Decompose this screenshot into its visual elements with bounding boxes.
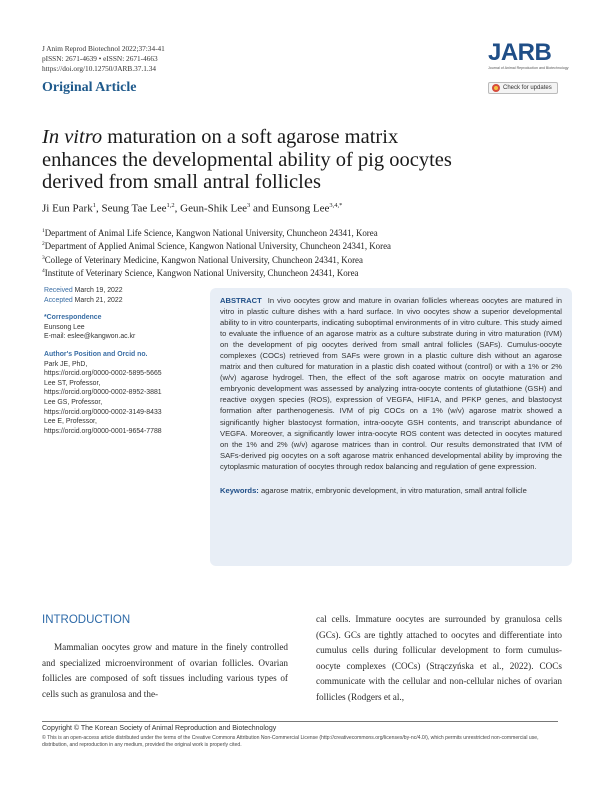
- orcid-line: Park JE, PhD,: [44, 360, 88, 368]
- title-italic: In vitro: [42, 126, 103, 148]
- affiliation-num: 1: [42, 228, 45, 234]
- keywords-text: agarose matrix, embryonic development, in vitro maturation, small antral follicle: [260, 485, 527, 495]
- keywords-paragraph: [220, 485, 562, 496]
- article-sidebar: [44, 286, 199, 436]
- received-date: March 19, 2022: [74, 287, 123, 294]
- footer-license: © This is an open-access article distributed under the terms of the Creative Commons Attribution Non-Commercial License (http://creativecommons.org/licenses/by-nc/4.0/), which permits unrestricted non-commercial use, distribution, and reproduction in any medium, provided the original work is properly cited.: [42, 735, 539, 748]
- footer-divider: [42, 721, 558, 722]
- check-updates-button[interactable]: [488, 82, 558, 94]
- journal-header: [42, 44, 165, 74]
- abstract-text: In vivo oocytes grow and mature in ovarian follicles whereas oocytes are matured in vitro in plastic culture dishes with a hard surface. In vivo oocytes show a superior developmental ability to in vitro counterparts, indicating suboptimal environments of in vitro culture. This study aimed to evaluate the influence of an agarose matrix as a culture substrate during in vitro maturation (IVM) on the development of pig oocytes derived from small antral follicles (SAFs). Cumulus-oocyte complexes (COCs) retrieved from SAFs were grown in a plastic culture dish without an agarose matrix and then cultured for maturation in a plastic dish coated without (control) or with a 1% or 2% (w/v) agarose hydrogel. Then, the effect of the soft agarose matrix on oocyte maturation and embryonic development was assessed by analyzing intra-oocyte contents of glutathione (GSH) and reactive oxygen species (ROS), expression of VEGFA, HIF1A, and PFKP genes, and blastocyst formation after parthenogenesis. IVM of pig COCs on a 1% (w/v) agarose matrix showed a significantly higher blastocyst formation, intra-oocyte GSH contents, and transcript abundance of VEGFA. Moreover, a significantly lower intra-oocyte ROS content was detected in oocytes matured on the 1% and 2% (w/v) agarose matrices than in control. Our results demonstrated that IVM of SAFs-derived pig oocytes on a soft agarose matrix enhanced developmental ability by improving the cytoplasmic maturation of oocytes through redox balancing and regulation of gene expression.: [220, 296, 562, 471]
- orcid-line: Lee GS, Professor,: [44, 398, 103, 406]
- title-line2: enhances the developmental ability of pig oocytes: [42, 148, 452, 171]
- orcid-line: Lee E, Professor,: [44, 418, 97, 426]
- abstract-label: ABSTRACT: [220, 296, 262, 305]
- logo-subtitle: Journal of Animal Reproduction and Biotechnology: [488, 66, 569, 70]
- accepted-date: March 21, 2022: [74, 296, 123, 304]
- footer-copyright: Copyright © The Korean Society of Animal Reproduction and Biotechnology: [42, 725, 277, 732]
- affiliation-item: [42, 266, 391, 279]
- affiliation-item: [42, 239, 391, 252]
- journal-issn: pISSN: 2671-4639 • eISSN: 2671-4663: [42, 54, 158, 63]
- affiliation-text: College of Veterinary Medicine, Kangwon National University, Chuncheon 24341, Korea: [44, 254, 363, 265]
- abstract-box: [210, 288, 572, 566]
- author-aff: 1: [92, 202, 96, 209]
- author-list: Ji Eun Park$^1$, Seung Tae Lee$^{1,2}$, Geun-Shik Lee$^3$ and Eunsong Lee$^{3,4,*}$: [42, 202, 343, 215]
- affiliation-text: Department of Animal Life Science, Kangwon National University, Chuncheon 24341, Korea: [44, 227, 378, 238]
- author-name: Ji Eun Park: [42, 202, 93, 215]
- article-title: [42, 126, 562, 194]
- check-updates-label: Check for updates: [503, 85, 552, 91]
- article-type: Original Article: [42, 80, 137, 95]
- affiliation-text: Institute of Veterinary Science, Kangwon National University, Chuncheon 24341, Korea: [44, 268, 359, 279]
- affiliation-num: 4: [42, 268, 45, 275]
- logo-text: JARB: [488, 39, 552, 66]
- received-label: Received: [44, 287, 73, 294]
- author-aff: 3: [247, 202, 251, 209]
- correspondence-name: Eunsong Lee: [44, 323, 85, 331]
- affiliation-text: Department of Applied Animal Science, Kangwon National University, Chuncheon 24341, Korea: [44, 241, 391, 252]
- accepted-line: [44, 296, 199, 306]
- body-column-left: [42, 640, 288, 702]
- affiliation-item: [42, 253, 391, 266]
- intro-continuation: cal cells. Immature oocytes are surrounded by granulosa cells (GCs). GCs are tightly attached to oocytes and differentiate into cumulus cells during follicular development to form cumulus-oocyte complexes (COCs) (Strączyńska et al., 2022). COCs communicate with the cellular and non-cellular niches of ovarian follicles (Rodgers et al.,: [316, 614, 562, 702]
- affiliation-item: [42, 226, 391, 239]
- title-line3: derived from small antral follicles: [42, 171, 321, 193]
- section-heading-introduction: INTRODUCTION: [42, 614, 131, 626]
- author-aff: 1,2: [166, 202, 175, 209]
- orcid-line: Lee ST, Professor,: [44, 379, 101, 387]
- correspondence-email[interactable]: E-mail: eslee@kangwon.ac.kr: [44, 333, 136, 341]
- author-name: Seung Tae Lee: [101, 202, 167, 215]
- abstract-paragraph: [220, 295, 562, 472]
- crossmark-icon: [492, 84, 500, 92]
- journal-citation: J Anim Reprod Biotechnol 2022;37:34-41: [42, 44, 165, 53]
- author-name: Geun-Shik Lee: [180, 202, 248, 215]
- orcid-link[interactable]: https://orcid.org/0000-0002-5895-5665: [44, 370, 162, 378]
- intro-paragraph: Mammalian oocytes grow and mature in the finely controlled and specialized microenvironment of ovarian follicles. Ovarian follicles are composed of soft tissues including various types of cells such as granulosa and the-: [42, 642, 288, 699]
- author-name: Eunsong Lee: [271, 202, 330, 215]
- correspondence-heading: *Correspondence: [44, 314, 102, 322]
- body-column-right: [316, 612, 562, 706]
- author-aff: 3,4,*: [329, 202, 343, 209]
- affiliation-list: [42, 226, 391, 280]
- affiliation-num: 2: [42, 241, 45, 248]
- title-line1: maturation on a soft agarose matrix: [102, 126, 399, 148]
- orcid-link[interactable]: https://orcid.org/0000-0001-9654-7788: [44, 427, 162, 435]
- orcid-heading: Author's Position and Orcid no.: [44, 350, 148, 358]
- affiliation-num: 3: [42, 254, 45, 261]
- orcid-link[interactable]: https://orcid.org/0000-0002-8952-3881: [44, 389, 162, 397]
- journal-doi[interactable]: https://doi.org/10.12750/JARB.37.1.34: [42, 64, 156, 73]
- received-line: [44, 286, 199, 296]
- journal-logo: [488, 39, 569, 80]
- keywords-label: Keywords:: [220, 485, 259, 495]
- orcid-link[interactable]: https://orcid.org/0000-0002-3149-8433: [44, 408, 162, 416]
- accepted-label: Accepted: [44, 296, 73, 304]
